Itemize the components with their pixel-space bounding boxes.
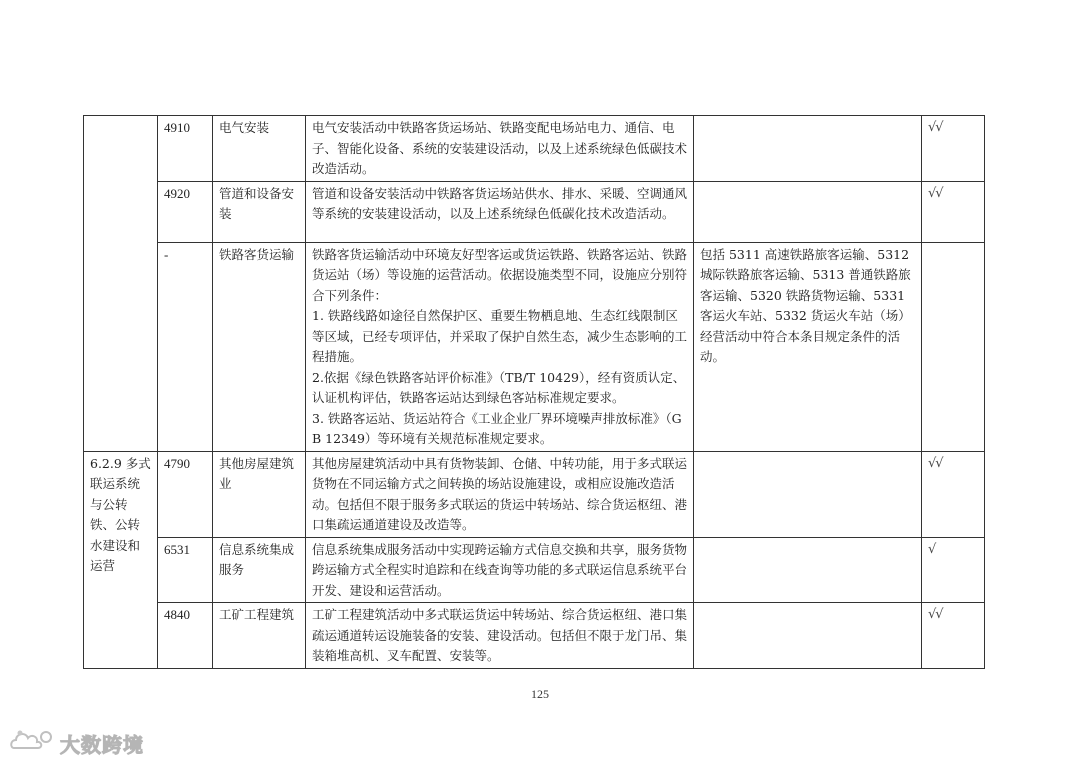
description-cell: 管道和设备安装活动中铁路客货运场站供水、排水、采暖、空调通风等系统的安装建设活动，以及上述系统绿色低碳化技术改造活动。 [306,181,694,242]
check-mark: √√ [922,603,985,669]
note-cell [694,451,922,537]
note-cell [694,537,922,603]
industry-code: 4790 [158,451,213,537]
table-row [84,451,985,537]
description-cell: 信息系统集成服务活动中实现跨运输方式信息交换和共享，服务货物跨运输方式全程实时追踪和在线查询等功能的多式联运信息系统平台开发、建设和运营活动。 [306,537,694,603]
note-cell [694,181,922,242]
category-cell-empty [84,116,158,452]
industry-name: 电气安装 [213,116,306,182]
table-row [84,537,985,603]
industry-name: 铁路客货运输 [213,242,306,451]
check-mark: √√ [922,116,985,182]
note-cell [694,603,922,669]
check-mark: √√ [922,181,985,242]
note-cell: 包括 5311 高速铁路旅客运输、5312 城际铁路旅客运输、5313 普通铁路旅客运输、5320 铁路货物运输、5331 客运火车站、5332 货运火车站（场）经营活动中符合本条目规定条件的活动。 [694,242,922,451]
description-cell: 工矿工程建筑活动中多式联运货运中转场站、综合货运枢纽、港口集疏运通道转运设施装备的安装、建设活动。包括但不限于龙门吊、集装箱堆高机、叉车配置、安装等。 [306,603,694,669]
check-mark [922,242,985,451]
table-row [84,603,985,669]
industry-name: 其他房屋建筑业 [213,451,306,537]
industry-code: 6531 [158,537,213,603]
watermark-text: 大数跨境 [60,732,144,757]
description-cell [306,242,694,451]
industry-code: 4840 [158,603,213,669]
table-row [84,116,985,182]
cloud-logo-icon [8,728,56,758]
note-cell [694,116,922,182]
industry-name: 信息系统集成服务 [213,537,306,603]
description-paragraph: 2.依据《绿色铁路客站评价标准》（TB/T 10429），经有资质认定、认证机构评估，铁路客运站达到绿色客站标准规定要求。 [312,369,686,405]
standards-table [83,115,985,669]
category-cell: 6.2.9 多式联运系统与公转铁、公转水建设和运营 [84,451,158,668]
watermark [8,728,144,758]
description-cell: 电气安装活动中铁路客货运场站、铁路变配电场站电力、通信、电子、智能化设备、系统的安装建设活动，以及上述系统绿色低碳技术改造活动。 [306,116,694,182]
page-number: 125 [531,687,549,701]
check-mark: √ [922,537,985,603]
description-paragraph: 1. 铁路线路如途径自然保护区、重要生物栖息地、生态红线限制区等区域，已经专项评估，并采取了保护自然生态，减少生态影响的工程措施。 [312,308,688,364]
description-paragraph: 3. 铁路客运站、货运站符合《工业企业厂界环境噪声排放标准》（GB 12349）等环境有关规范标准规定要求。 [312,410,682,446]
industry-name: 管道和设备安装 [213,181,306,242]
description-cell: 其他房屋建筑活动中具有货物装卸、仓储、中转功能，用于多式联运货物在不同运输方式之间转换的场站设施建设，或相应设施改造活动。包括但不限于服务多式联运的货运中转场站、综合货运枢纽、港口集疏运通道建设及改造等。 [306,451,694,537]
table-row [84,242,985,451]
industry-code: - [158,242,213,451]
table-row [84,181,985,242]
industry-code: 4920 [158,181,213,242]
check-mark: √√ [922,451,985,537]
description-paragraph: 铁路客货运输活动中环境友好型客运或货运铁路、铁路客运站、铁路货运站（场）等设施的运营活动。依据设施类型不同，设施应分别符合下列条件： [312,246,688,303]
industry-code: 4910 [158,116,213,182]
industry-name: 工矿工程建筑 [213,603,306,669]
